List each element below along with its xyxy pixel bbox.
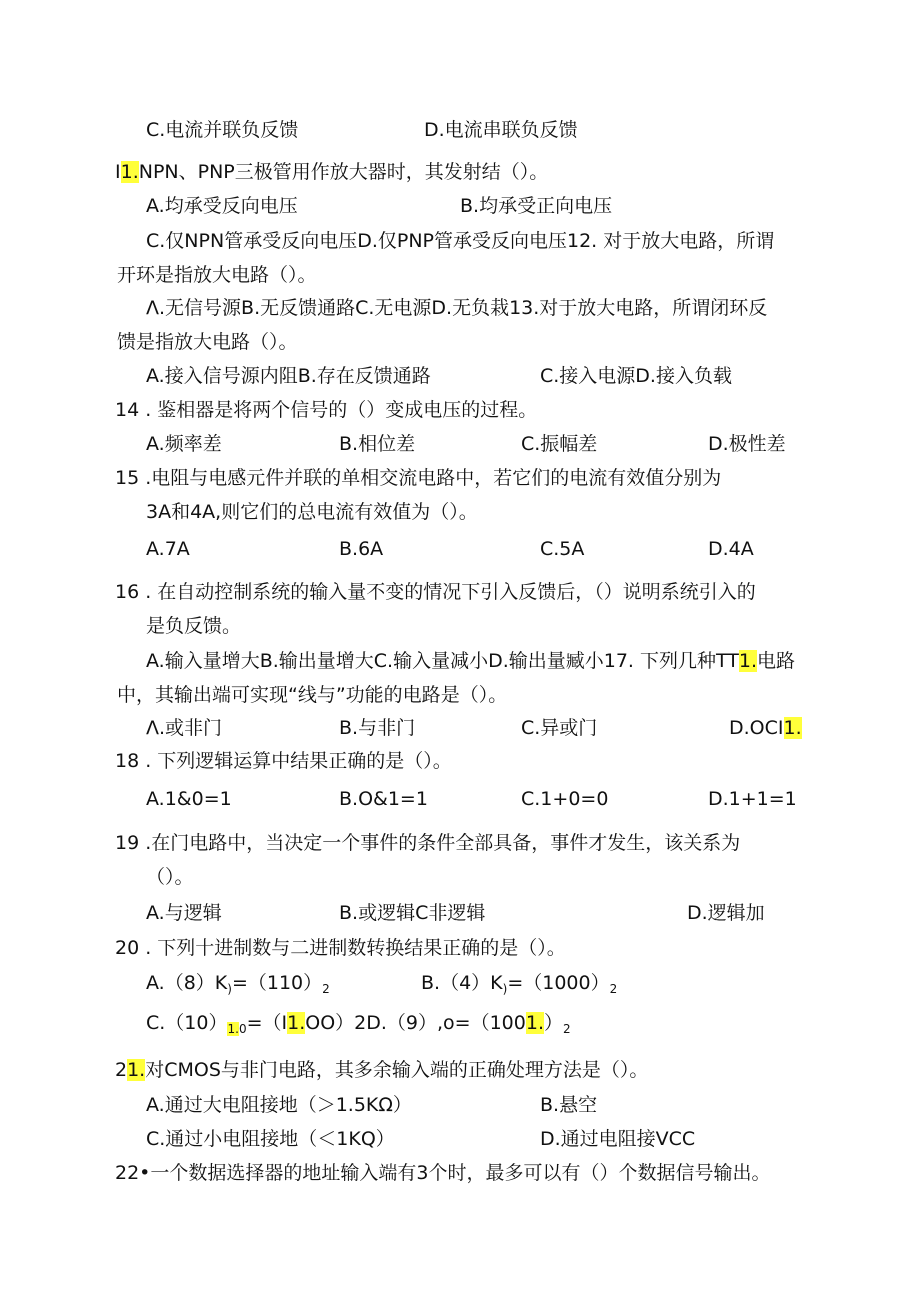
- q12-options-q13: Λ.无信号源B.无反馈通路C.无电源D.无负栽13.对于放大电路，所谓闭环反: [146, 297, 768, 319]
- q20-option-a: [146, 970, 330, 998]
- q17-option-a: Λ.或非门: [146, 717, 223, 739]
- q17-option-d-text: D.OCI: [729, 717, 784, 739]
- q18-option-b: B.O&1=1: [339, 788, 428, 810]
- q21-question: [115, 1057, 648, 1083]
- q11-question: [115, 159, 548, 185]
- q20-option-c-sub: 0: [238, 1022, 247, 1036]
- q20-option-a-base: 2: [322, 982, 330, 996]
- q15-question-line1: 15 .电阻与电感元件并联的单相交流电路中，若它们的电流有效值分别为: [115, 467, 722, 489]
- q16-question-line2: 是负反馈。: [146, 615, 242, 637]
- q13-options-cd: C.接入电源D.接入负载: [540, 365, 732, 387]
- q17-option-d: [729, 715, 802, 741]
- q17-option-b: B.与非门: [339, 717, 416, 739]
- q10-option-c: C.电流并联负反馈: [146, 119, 299, 141]
- q19-option-a: A.与逻辑: [146, 902, 222, 924]
- q11-text: NPN、PNP三极管用作放大器时，其发射结（）。: [138, 161, 549, 183]
- q20-option-d-base: 2: [563, 1022, 571, 1036]
- q17-ttl-highlight: 1.: [738, 650, 758, 672]
- q17-circuit-word: 电路: [757, 650, 796, 672]
- q14-option-d: D.极性差: [708, 433, 786, 455]
- q20-option-b-sub: ): [502, 982, 508, 996]
- q20-option-b-base: 2: [609, 982, 618, 996]
- q14-option-a: A.频率差: [146, 433, 222, 455]
- q20-option-b-text: B.（4）K: [421, 972, 503, 994]
- q16-options-q17: [146, 648, 795, 674]
- q20-option-b: [421, 970, 617, 998]
- q15-option-b: B.6A: [339, 538, 384, 560]
- q15-option-d: D.4A: [708, 538, 754, 560]
- q21-option-d: D.通过电阻接VCC: [540, 1128, 696, 1150]
- q21-option-a: A.通过大电阻接地（＞1.5KΩ）: [146, 1094, 412, 1116]
- q17-option-d-highlight: 1.: [783, 717, 802, 739]
- q14-option-b: B.相位差: [339, 433, 416, 455]
- q15-option-a: A.7A: [146, 538, 190, 560]
- q20-option-d-highlight: 1.: [525, 1012, 544, 1034]
- q21-option-b: B.悬空: [540, 1094, 598, 1116]
- q20-option-d-end: ）: [544, 1012, 564, 1034]
- q18-option-d: D.1+1=1: [708, 788, 797, 810]
- q21-option-c: C.通过小电阻接地（＜1KQ）: [146, 1128, 395, 1150]
- q13-continuation: 馈是指放大电路（）。: [117, 331, 298, 353]
- q20-option-c-text: C.（10）: [146, 1012, 228, 1034]
- q20-option-cd-tail: OO）2D.（9）,o=（100: [305, 1012, 526, 1034]
- q10-option-d: D.电流串联负反馈: [424, 119, 578, 141]
- q18-option-a: A.1&0=1: [146, 788, 232, 810]
- q20-option-c-highlight: 1.: [227, 1022, 239, 1036]
- q19-question-line2: （）。: [146, 866, 194, 888]
- q21-number-prefix: 2: [115, 1059, 128, 1081]
- q20-question: 20 . 下列十进制数与二进制数转换结果正确的是（）。: [115, 937, 566, 959]
- q20-option-a-text: A.（8）K: [146, 972, 228, 994]
- q12-continuation: 开环是指放大电路（）。: [117, 264, 317, 286]
- q20-option-a-eq: =（110）: [231, 972, 323, 994]
- q19-options-bc: B.或逻辑C非逻辑: [339, 902, 486, 924]
- q16-question-line1: 16 . 在自动控制系统的输入量不变的情况下引入反馈后，（）说明系统引入的: [115, 581, 756, 603]
- q20-option-c-highlight2: 1.: [287, 1012, 306, 1034]
- q20-option-b-eq: =（1000）: [507, 972, 610, 994]
- q13-options-ab: A.接入信号源内阻B.存在反馈通路: [146, 365, 431, 387]
- q11-option-a: A.均承受反向电压: [146, 195, 298, 217]
- q16-options-text: A.输入量增大B.输出量增大C.输入量减小D.输出量臧小17. 下列几种TT: [146, 650, 739, 672]
- q11-prefix: I: [115, 161, 121, 183]
- q11-option-b: B.均承受正向电压: [460, 195, 613, 217]
- q17-option-c: C.异或门: [521, 717, 598, 739]
- q18-question: 18 . 下列逻辑运算中结果正确的是（）。: [115, 750, 452, 772]
- q21-text: 对CMOS与非门电路，其多余输入端的正确处理方法是（）。: [145, 1059, 649, 1081]
- q18-option-c: C.1+0=0: [521, 788, 609, 810]
- q22-question: 22•一个数据选择器的地址输入端有3个时，最多可以有（）个数据信号输出。: [115, 1162, 771, 1184]
- q17-continuation: 中，其输出端可实现“线与”功能的电路是（）。: [117, 684, 508, 706]
- q11-options-cd-q12: C.仅NPN管承受反向电压D.仅PNP管承受反向电压12. 对于放大电路，所谓: [146, 230, 775, 252]
- q15-option-c: C.5A: [540, 538, 585, 560]
- q20-option-a-sub: ): [227, 982, 232, 996]
- q20-option-c-eq: =（I: [246, 1012, 288, 1034]
- q14-question: 14 . 鉴相器是将两个信号的（）变成电压的过程。: [115, 399, 538, 421]
- q14-option-c: C.振幅差: [521, 433, 598, 455]
- q11-number-highlight: 1.: [120, 161, 139, 183]
- q19-question-line1: 19 .在门电路中，当决定一个事件的条件全部具备，事件才发生，该关系为: [115, 832, 741, 854]
- q19-option-d: D.逻辑加: [687, 902, 765, 924]
- q15-question-line2: 3A和4A,则它们的总电流有效值为（）。: [146, 501, 478, 523]
- q21-number-highlight: 1.: [127, 1059, 146, 1081]
- q20-options-cd: [146, 1010, 571, 1038]
